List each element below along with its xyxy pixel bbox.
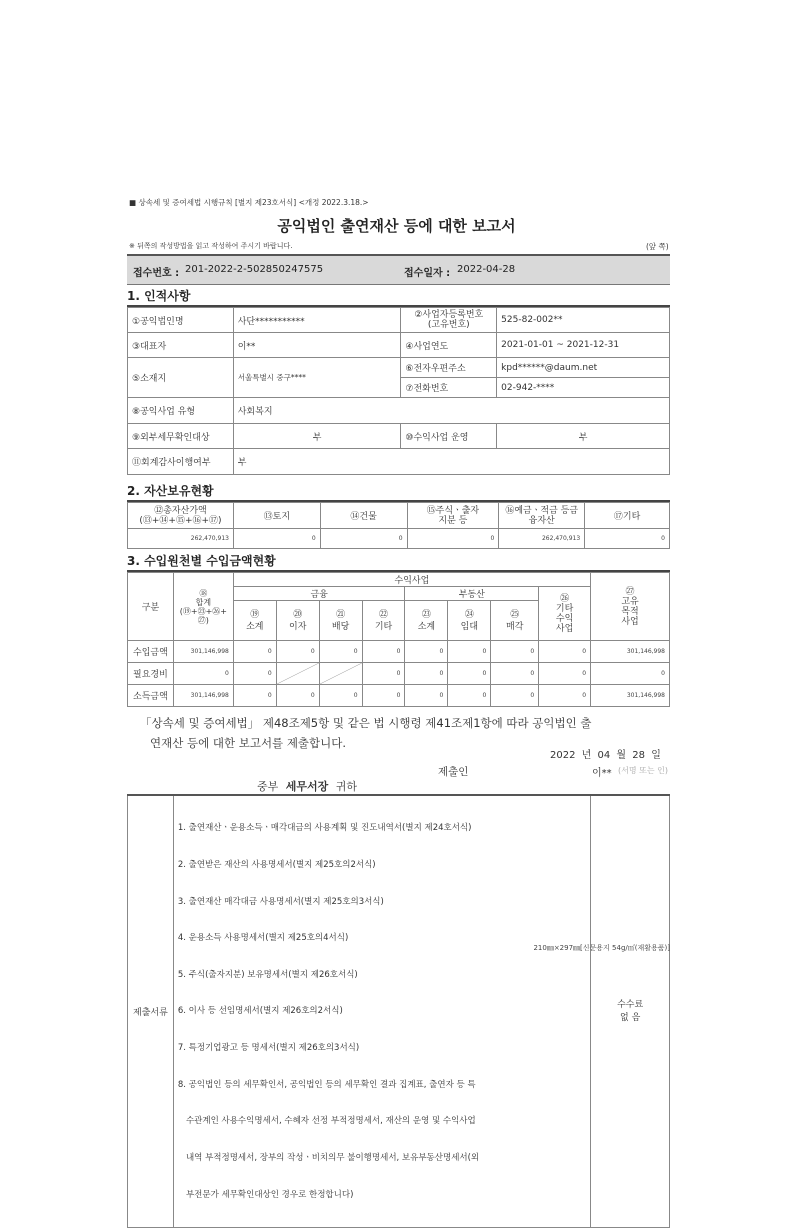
instruction-note: ※ 뒤쪽의 작성방법을 읽고 작성하여 주시기 바랍니다.: [129, 242, 293, 250]
header-label: 매각: [506, 621, 524, 632]
section3-title-text: 3. 수입원천별 수입금액현황: [127, 554, 276, 568]
docs-label: 제출서류: [128, 795, 174, 1228]
income-unique-header-line2: 고유: [621, 596, 639, 607]
diagonal-line: [320, 663, 362, 684]
income-sale-header: [491, 601, 539, 641]
addr-label: ⑤소재지: [128, 358, 234, 398]
section2-title-text: 2. 자산보유현황: [127, 484, 214, 498]
cell: 0: [539, 663, 591, 685]
submitter-name: 이**: [592, 768, 612, 779]
income-unique-header-line4: 사업: [621, 616, 639, 627]
tax-office-suffix: 귀하: [335, 780, 358, 793]
fee-label: 수수료: [617, 999, 644, 1010]
list-item: 4. 운용소득 사용명세서(별지 제25호의4서식): [177, 933, 349, 944]
asset-deposit-header-line1: ⑯예금ㆍ적금 등금: [505, 505, 579, 516]
cell: 301,146,998: [173, 685, 233, 707]
cell: 0: [448, 641, 491, 663]
cell: 0: [362, 685, 405, 707]
header-number: ㉕: [510, 609, 520, 620]
income-total-header-line3: (⑲+㉓+㉖+: [179, 606, 227, 616]
docs-list: [173, 795, 590, 1228]
cell: 0: [405, 663, 448, 685]
cell: 0: [319, 641, 362, 663]
cell: 0: [491, 663, 539, 685]
income-dividend-header: [319, 601, 362, 641]
row-label: 소득금액: [128, 685, 174, 707]
income-etc-header: [539, 587, 591, 641]
section1-title: [127, 287, 670, 307]
personal-info-table: [127, 307, 670, 475]
income-fin-subtotal-header: [233, 601, 276, 641]
cell: 301,146,998: [591, 685, 670, 707]
income-realty-header: 부동산: [405, 587, 539, 601]
addr-value: 서울특별시 중구****: [233, 358, 401, 398]
cell: 0: [362, 663, 405, 685]
rep-value: 이**: [233, 333, 401, 358]
year-label: ④사업연도: [401, 333, 497, 358]
acctaudit-value: 부: [233, 449, 669, 475]
income-etc-header-line2: 기타: [555, 603, 574, 614]
list-item: 1. 출연재산ㆍ운용소득ㆍ매각대금의 사용계획 및 진도내역서(별지 제24호서식): [177, 823, 472, 834]
bizno-value: 525-82-002**: [497, 308, 670, 333]
cell: 0: [405, 641, 448, 663]
income-rent-header: [448, 601, 491, 641]
asset-stock-value: 0: [407, 529, 499, 549]
income-unique-header: [591, 573, 670, 641]
bizno-label-line1: ②사업자등록번호: [414, 310, 484, 320]
header-label: 배당: [331, 621, 350, 632]
receipt-date-label: 접수일자 :: [404, 268, 451, 279]
tel-label: ⑦전화번호: [401, 378, 497, 398]
cell: 0: [233, 685, 276, 707]
cell: 301,146,998: [173, 641, 233, 663]
receipt-number-label: 접수번호 :: [133, 268, 180, 279]
income-unique-header-line1: ㉗: [625, 586, 635, 597]
email-value: kpd******@daum.net: [497, 358, 670, 378]
income-etc-header-line3: 수익: [555, 613, 574, 624]
asset-deposit-header-line2: 융자산: [528, 515, 555, 526]
income-realty-subtotal-header: [405, 601, 448, 641]
corp-name-label: ①공익법인명: [128, 308, 234, 333]
cell: 0: [319, 685, 362, 707]
list-item: 내역 부적정명세서, 장부의 작성ㆍ비치의무 불이행명세서, 보유부동산명세서(외: [177, 1152, 480, 1163]
tax-office-name: 세무서장: [285, 780, 329, 793]
cell: 0: [233, 641, 276, 663]
sign-month-unit: 월: [616, 750, 627, 761]
row-label: 필요경비: [128, 663, 174, 685]
email-label: ⑥전자우편주소: [401, 358, 497, 378]
header-number: ㉒: [379, 609, 389, 620]
sign-date: [550, 746, 661, 761]
header-label: 소계: [417, 621, 436, 632]
cell: 0: [491, 685, 539, 707]
income-total-header: [173, 573, 233, 641]
income-fin-etc-header: [362, 601, 405, 641]
table-row: [128, 663, 670, 685]
list-item: 7. 특정기업광고 등 명세서(별지 제26호의3서식): [177, 1043, 360, 1054]
form-reference: ■ 상속세 및 증여세법 시행규칙 [별지 제23호서식] <개정 2022.3.18.>: [129, 198, 369, 207]
cell: 0: [276, 641, 319, 663]
income-total-header-line1: ⑱: [199, 588, 208, 598]
header-label: 소계: [246, 621, 264, 632]
biztype-label: ⑧공익사업 유형: [128, 398, 234, 424]
list-item: 3. 출연재산 매각대금 사용명세서(별지 제25호의3서식): [177, 896, 384, 907]
asset-etc-header: ⑰기타: [585, 503, 670, 529]
cell-crossed: [319, 663, 362, 685]
extaudit-label: ⑨외부세무확인대상: [128, 424, 234, 449]
diagonal-line: [277, 663, 319, 684]
cell: 0: [233, 663, 276, 685]
income-gubun-header: 구분: [128, 573, 174, 641]
rep-label: ③대표자: [128, 333, 234, 358]
sign-day-unit: 일: [651, 750, 661, 761]
submitter-label: 제출인: [438, 766, 469, 778]
header-number: ⑳: [293, 609, 303, 620]
receipt-date: 2022-04-28: [457, 264, 516, 275]
sign-month: 04: [597, 750, 611, 761]
section2-title: [127, 482, 670, 502]
income-etc-header-line1: ㉖: [560, 593, 570, 604]
header-label: 기타: [374, 621, 393, 632]
page-title: 공익법인 출연재산 등에 대한 보고서: [277, 217, 516, 235]
header-number: ⑲: [250, 609, 260, 620]
income-unique-header-line3: 목적: [621, 606, 639, 617]
header-number: ㉑: [336, 609, 346, 620]
sign-day: 28: [632, 750, 646, 761]
extaudit-value: 부: [233, 424, 401, 449]
fee-cell: [591, 795, 670, 1228]
asset-total-value: 262,470,913: [128, 529, 234, 549]
table-row: [128, 641, 670, 663]
asset-stock-header-line2: 지분 등: [438, 515, 468, 526]
sign-hint: (서명 또는 인): [618, 766, 668, 775]
corp-name-value: 사단***********: [233, 308, 401, 333]
list-item: 수관계인 사용수익명세서, 수혜자 선정 부적정명세서, 재산의 운영 및 수익사업: [177, 1116, 476, 1127]
tax-office-prefix: 중부: [257, 780, 279, 793]
asset-etc-value: 0: [585, 529, 670, 549]
cell: 0: [539, 685, 591, 707]
asset-total-header: [128, 503, 234, 529]
section3-title: [127, 552, 670, 572]
paper-spec: 210㎜×297㎜[신문용지 54g/㎡(재활용품)]: [533, 944, 670, 952]
declaration-line1: 「상속세 및 증여세법」 제48조제5항 및 같은 법 시행령 제41조제1항에 따라 공익법인 출: [140, 716, 592, 730]
cell: 0: [173, 663, 233, 685]
income-etc-header-line4: 사업: [555, 623, 574, 634]
cell: 0: [448, 685, 491, 707]
income-profit-header: 수익사업: [233, 573, 590, 587]
row-label: 수입금액: [128, 641, 174, 663]
biztype-value: 사회복지: [233, 398, 669, 424]
sign-year-unit: 년: [581, 750, 592, 761]
cell-crossed: [276, 663, 319, 685]
cell: 0: [448, 663, 491, 685]
list-item: 6. 이사 등 선임명세서(별지 제26호의2서식): [177, 1006, 343, 1017]
page-side-label: (앞 쪽): [646, 242, 669, 251]
list-item: 부전문가 세무확인대상인 경우로 한정합니다): [177, 1189, 354, 1200]
declaration-line2: 연재산 등에 대한 보고서를 제출합니다.: [150, 736, 347, 750]
cell: 0: [405, 685, 448, 707]
cell: 0: [362, 641, 405, 663]
header-number: ㉔: [464, 609, 474, 620]
table-row: [128, 685, 670, 707]
asset-total-header-line1: ⑫총자산가액: [154, 505, 207, 516]
cell: 0: [539, 641, 591, 663]
profit-label: ⑩수익사업 운영: [401, 424, 497, 449]
acctaudit-label: ⑪회계감사이행여부: [128, 449, 234, 475]
year-value: 2021-01-01 ~ 2021-12-31: [497, 333, 670, 358]
header-number: ㉓: [421, 609, 431, 620]
income-total-header-line4: ㉗): [197, 615, 209, 625]
bizno-label: [401, 308, 497, 333]
section1-title-text: 1. 인적사항: [127, 289, 191, 303]
header-label: 이자: [289, 621, 307, 632]
income-total-header-line2: 합계: [195, 597, 212, 607]
documents-table: [127, 794, 670, 1228]
asset-building-header: ⑭건물: [320, 503, 407, 529]
profit-value: 부: [497, 424, 670, 449]
list-item: 8. 공익법인 등의 세무확인서, 공익법인 등의 세무확인 결과 집계표, 출연자 등 특: [177, 1079, 476, 1090]
asset-stock-header: [407, 503, 499, 529]
asset-land-header: ⑬토지: [233, 503, 320, 529]
cell: 0: [591, 663, 670, 685]
list-item: 2. 출연받은 재산의 사용명세서(별지 제25호의2서식): [177, 860, 376, 871]
tax-office: [257, 778, 357, 794]
cell: 0: [491, 641, 539, 663]
asset-land-value: 0: [233, 529, 320, 549]
bizno-label-line2: (고유번호): [427, 320, 470, 330]
asset-deposit-header: [499, 503, 585, 529]
cell: 0: [276, 685, 319, 707]
receipt-bar: [127, 254, 670, 285]
income-interest-header: [276, 601, 319, 641]
receipt-number: 201-2022-2-502850247575: [185, 264, 324, 275]
asset-stock-header-line1: ⑮주식ㆍ출자: [426, 505, 480, 516]
asset-total-header-line2: (⑬+⑭+⑮+⑯+⑰): [139, 515, 222, 526]
asset-deposit-value: 262,470,913: [499, 529, 585, 549]
asset-building-value: 0: [320, 529, 407, 549]
income-table: [127, 572, 670, 707]
fee-value: 없 음: [620, 1012, 641, 1023]
cell: 301,146,998: [591, 641, 670, 663]
list-item: 5. 주식(출자지분) 보유명세서(별지 제26호서식): [177, 969, 358, 980]
tel-value: 02-942-****: [497, 378, 670, 398]
income-finance-header: 금융: [233, 587, 405, 601]
asset-table: [127, 502, 670, 549]
header-label: 임대: [460, 621, 479, 632]
sign-year: 2022: [550, 750, 576, 761]
